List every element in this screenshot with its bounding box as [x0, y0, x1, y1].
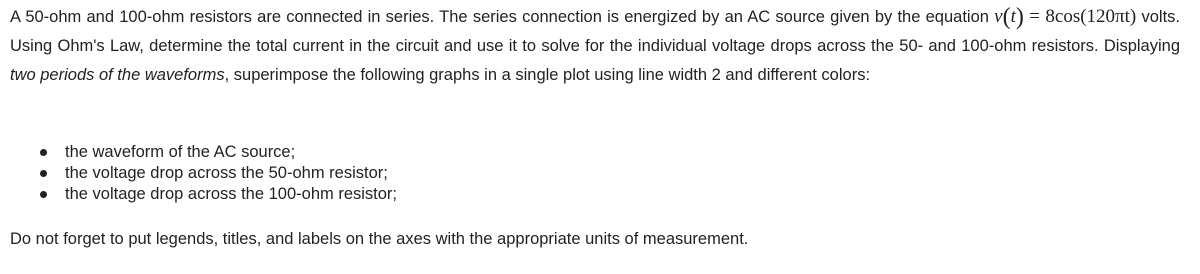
- bullet-icon: [40, 149, 47, 156]
- statement-line-3-end: , superimpose the following graphs in a single plot using line width 2 and: [224, 66, 753, 84]
- equation-function: v: [994, 6, 1003, 27]
- list-item: [10, 184, 397, 205]
- list-item-text: the voltage drop across the 100-ohm resistor;: [65, 185, 398, 203]
- bullet-icon: [40, 170, 47, 177]
- list-item-text: the voltage drop across the 50-ohm resistor;: [65, 164, 388, 182]
- statement-line-4: different colors:: [757, 66, 871, 84]
- source-equation: v(t) = 8cos(120πt): [994, 4, 1137, 30]
- problem-statement: [10, 2, 1180, 90]
- closing-instruction: Do not forget to put legends, titles, and labels on the axes with the appropriate units of measurement.: [10, 230, 749, 248]
- list-item-text: the waveform of the AC source;: [65, 143, 296, 161]
- statement-line-3-start: 50- and 100-ohm resistors. Displaying: [899, 37, 1181, 55]
- bullet-icon: [40, 191, 47, 198]
- statement-line-2: volts. Using Ohm's Law, determine the total current in the circuit and use it to solve for the individual voltage drops across the: [10, 8, 1180, 55]
- equation-rhs: = 8cos(120πt): [1029, 6, 1137, 27]
- list-item: [10, 163, 397, 184]
- emphasis-two-periods: two periods of the waveforms: [10, 66, 225, 84]
- statement-line-1: A 50-ohm and 100-ohm resistors are connected in series. The series connection is energized by an AC source given by the equation: [10, 8, 989, 26]
- equation-variable: t: [1010, 6, 1016, 27]
- graph-list: [10, 142, 397, 205]
- list-item: [10, 142, 397, 163]
